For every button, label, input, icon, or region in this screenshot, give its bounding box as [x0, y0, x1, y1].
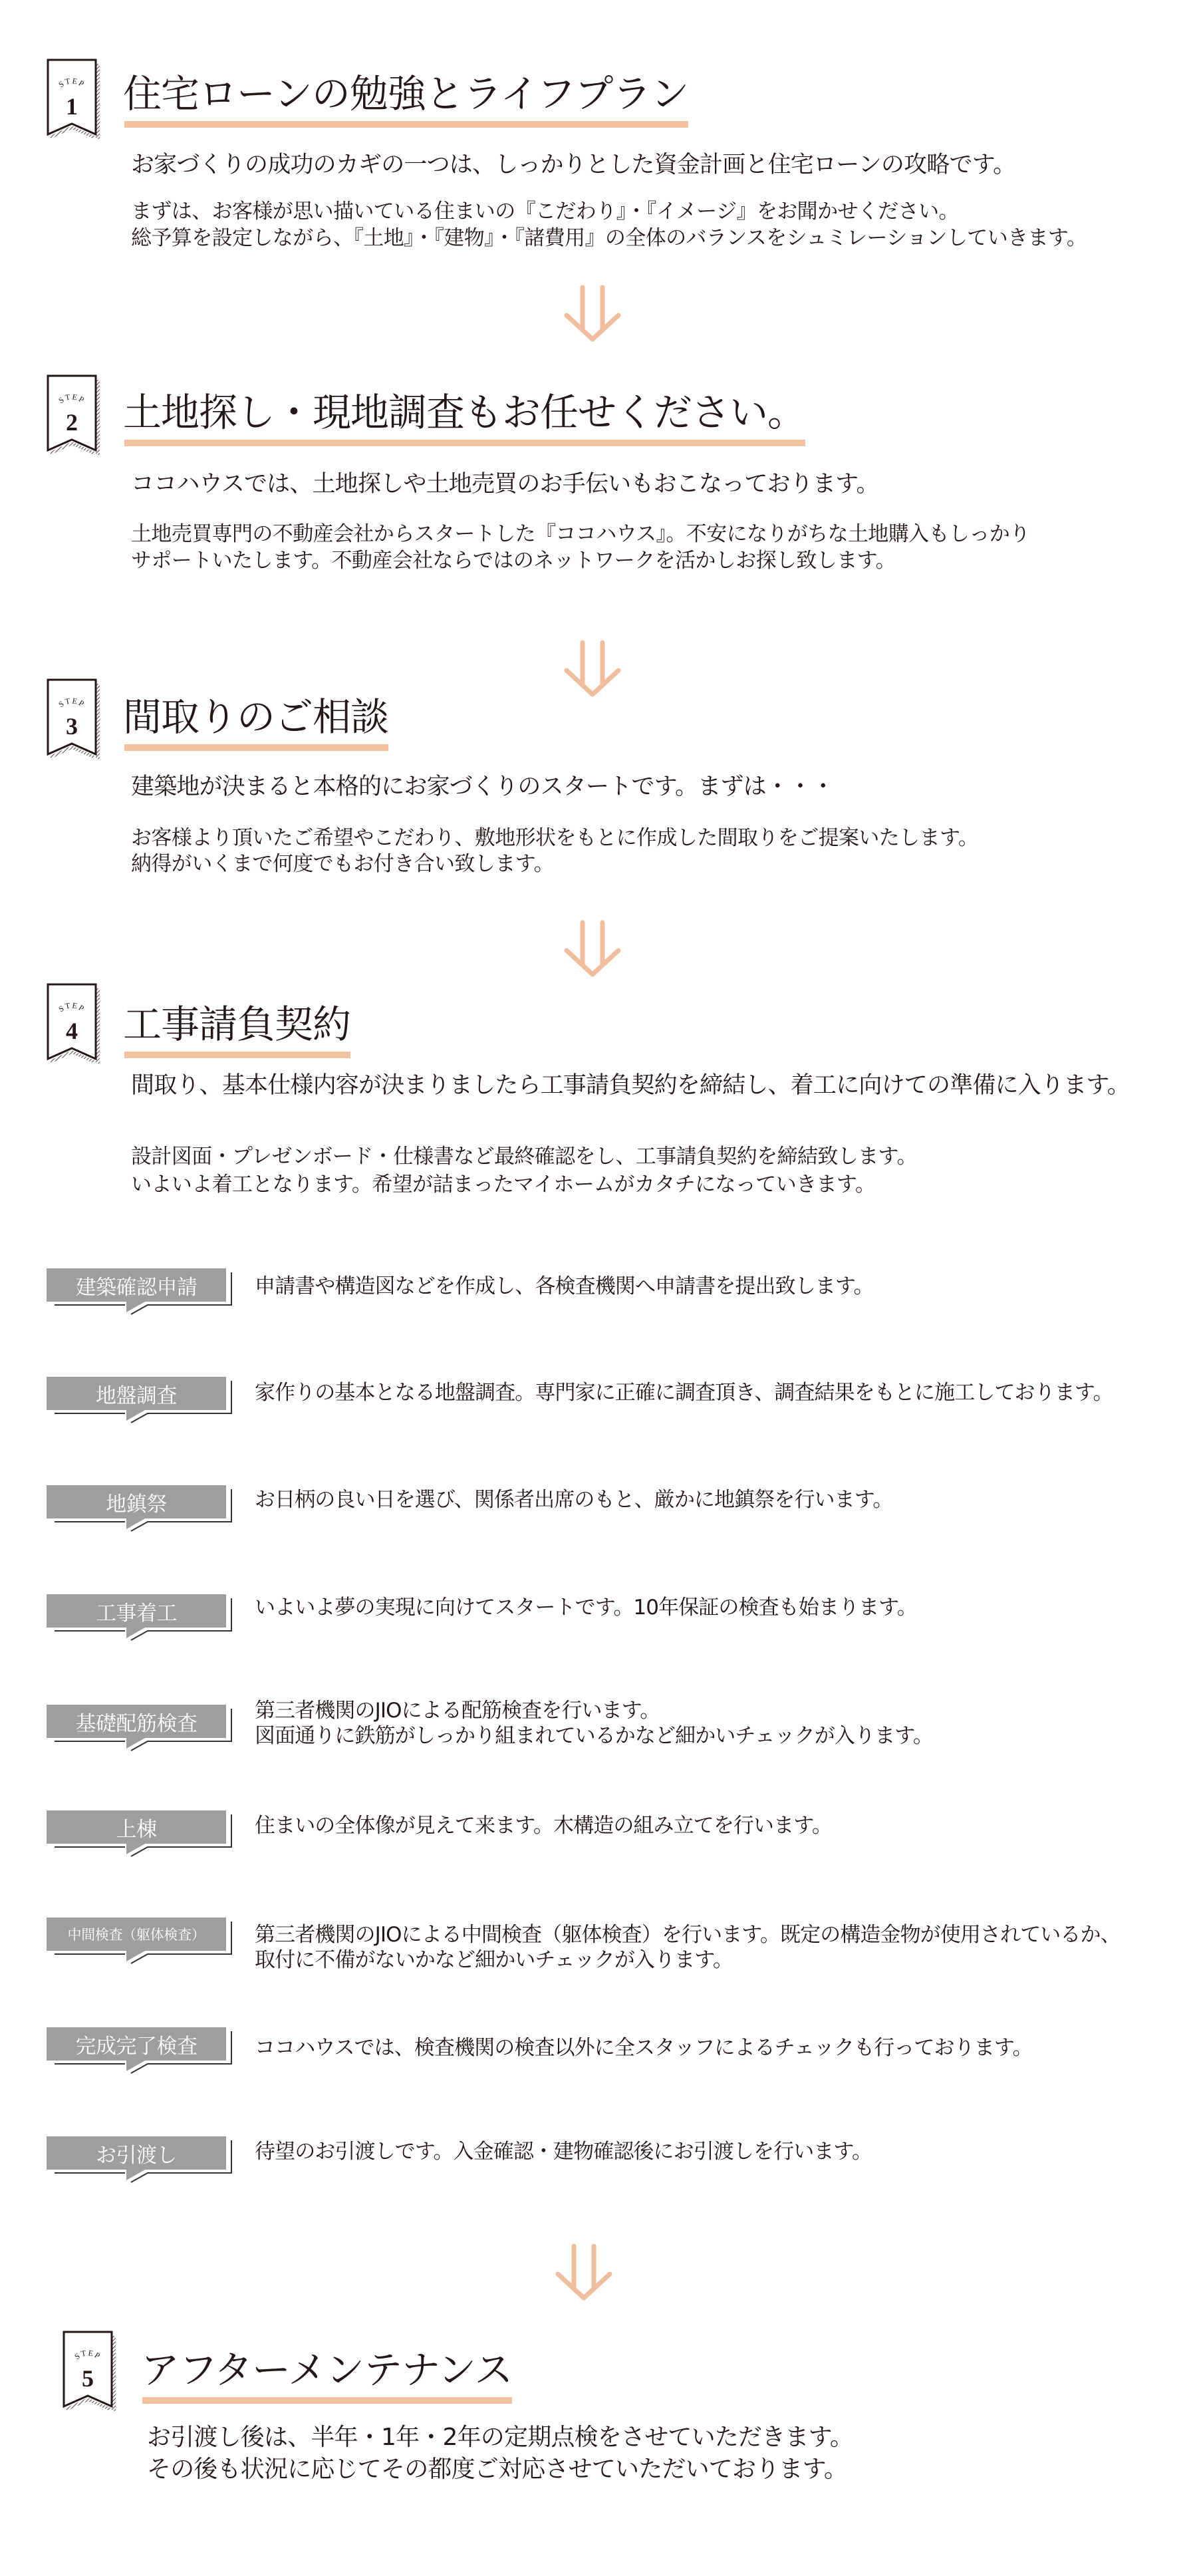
body-line: まずは、お客様が思い描いている住まいの『こだわり』・『イメージ』をお聞かせください。	[131, 200, 959, 223]
step-body	[131, 1143, 917, 1199]
step-number: 2	[66, 409, 78, 436]
step-number: 1	[66, 93, 78, 120]
desc-line: 図面通りに鉄筋がしっかり組まれているかなど細かいチェックが入ります。	[255, 1724, 933, 1748]
desc-line: 取付に不備がないかなど細かいチェックが入ります。	[255, 1948, 733, 1972]
step-lead	[147, 2422, 853, 2486]
process-label	[47, 1594, 239, 1645]
step-badge-icon	[47, 678, 102, 761]
step-badge-icon	[47, 374, 102, 457]
step-label: STEP	[72, 2348, 103, 2362]
desc-line: 第三者機関のJIOによる中間検査（躯体検査）を行います。既定の構造金物が使用されているか、	[255, 1923, 1121, 1947]
step-title-text: 間取りのご相談	[123, 694, 389, 740]
step-number: 4	[66, 1018, 78, 1044]
process-label	[47, 2136, 239, 2187]
step-title-text: 土地探し・現地調査もお任せください。	[123, 390, 806, 435]
desc-line: お日柄の良い日を選び、関係者出席のもと、厳かに地鎮祭を行います。	[255, 1488, 893, 1512]
title-underline	[124, 744, 388, 751]
process-label	[47, 1268, 239, 1319]
process-description	[255, 2139, 872, 2164]
title-underline	[124, 1052, 350, 1058]
process-label-text: 建築確認申請	[75, 1275, 198, 1300]
process-description	[255, 1487, 892, 1512]
process-label	[47, 1485, 239, 1536]
title-underline	[124, 440, 805, 446]
body-line: お客様より頂いたご希望やこだわり、敷地形状をもとに作成した間取りをご提案いたします。	[131, 826, 979, 850]
process-label-text: 工事着工	[96, 1601, 177, 1626]
step-lead: ココハウスでは、土地探しや土地売買のお手伝いもおこなっております。	[131, 471, 879, 498]
process-label	[47, 2027, 239, 2078]
step-title	[123, 694, 388, 740]
process-description	[255, 1698, 933, 1749]
process-label-text: 中間検査（躯体検査）	[67, 1927, 205, 1943]
step-number: 3	[66, 713, 78, 740]
process-label-text: 基礎配筋検査	[75, 1711, 198, 1736]
step-body	[131, 825, 978, 877]
step-title-text: アフターメンテナンス	[141, 2347, 513, 2392]
step-badge-icon	[47, 983, 102, 1066]
body-line: 総予算を設定しながら、『土地』・『建物』・『諸費用』の全体のバランスをシュミレーションしていきます。	[131, 226, 1087, 250]
lead-line: お引渡し後は、半年・1年・2年の定期点検をさせていただきます。	[147, 2424, 854, 2451]
step-label: STEP	[57, 392, 87, 406]
step-label: STEP	[57, 1000, 87, 1014]
step-title	[123, 1001, 350, 1048]
step-title	[123, 389, 805, 436]
desc-line: ココハウスでは、検査機関の検査以外に全スタッフによるチェックも行っております。	[255, 2036, 1033, 2060]
step-badge-icon	[47, 59, 102, 141]
process-description	[255, 1813, 832, 1838]
process-label-text: 地鎮祭	[106, 1492, 167, 1516]
process-label	[47, 1705, 239, 1755]
body-line: 土地売買専門の不動産会社からスタートした『ココハウス』。不安になりがちな土地購入もしっかり	[131, 522, 1030, 546]
process-description	[255, 2035, 1033, 2061]
desc-line: 家作りの基本となる地盤調査。専門家に正確に調査頂き、調査結果をもとに施工しております。	[255, 1381, 1113, 1405]
step-lead: 建築地が決まると本格的にお家づくりのスタートです。まずは・・・	[131, 774, 835, 800]
double-down-arrow-icon	[564, 640, 621, 697]
lead-line: その後も状況に応じてその都度ご対応させていただいております。	[147, 2456, 848, 2483]
step-title-text: 工事請負契約	[123, 1002, 351, 1047]
double-down-arrow-icon	[564, 285, 621, 342]
step-label: STEP	[57, 76, 87, 90]
step-body	[131, 521, 1030, 574]
process-label	[47, 1377, 239, 1427]
process-label-text: 地盤調査	[96, 1383, 177, 1408]
process-description	[255, 1380, 1113, 1405]
step-badge-icon	[63, 2331, 118, 2413]
title-underline	[124, 121, 688, 128]
step-lead: 間取り、基本仕様内容が決まりましたら工事請負契約を締結し、着工に向けての準備に入ります。	[131, 1072, 1130, 1099]
desc-line: 第三者機関のJIOによる配筋検査を行います。	[255, 1699, 660, 1723]
process-label	[47, 1810, 239, 1861]
step-label: STEP	[57, 696, 87, 710]
desc-line: 住まいの全体像が見えて来ます。木構造の組み立てを行います。	[255, 1814, 832, 1838]
process-description	[255, 1922, 1121, 1973]
process-description	[255, 1274, 874, 1299]
desc-line: 待望のお引渡しです。入金確認・建物確認後にお引渡しを行います。	[255, 2140, 872, 2164]
process-label-text: お引渡し	[96, 2143, 177, 2168]
body-line: 納得がいくまで何度でもお付き合い致します。	[131, 852, 554, 876]
step-body	[131, 198, 1087, 251]
body-line: いよいよ着工となります。希望が詰まったマイホームがカタチになっていきます。	[131, 1173, 876, 1197]
body-line: 設計図面・プレゼンボード・仕様書など最終確認をし、工事請負契約を締結致します。	[131, 1145, 917, 1169]
double-down-arrow-icon	[555, 2243, 612, 2301]
step-title	[141, 2347, 512, 2393]
step-lead: お家づくりの成功のカギの一つは、しっかりとした資金計画と住宅ローンの攻略です。	[131, 152, 1016, 178]
process-label	[47, 1918, 239, 1968]
process-label-text: 完成完了検査	[75, 2034, 198, 2059]
double-down-arrow-icon	[564, 920, 621, 977]
body-line: サポートいたします。不動産会社ならではのネットワークを活かしお探し致します。	[131, 549, 896, 573]
desc-line: いよいよ夢の実現に向けてスタートです。10年保証の検査も始まります。	[255, 1596, 917, 1620]
desc-line: 申請書や構造図などを作成し、各検査機関へ申請書を提出致します。	[255, 1274, 874, 1298]
step-title-text: 住宅ローンの勉強とライフプラン	[123, 71, 689, 116]
step-title	[123, 71, 688, 117]
title-underline	[142, 2397, 512, 2404]
process-description	[255, 1595, 917, 1620]
process-label-text: 上棟	[116, 1817, 157, 1842]
step-number: 5	[82, 2365, 94, 2392]
